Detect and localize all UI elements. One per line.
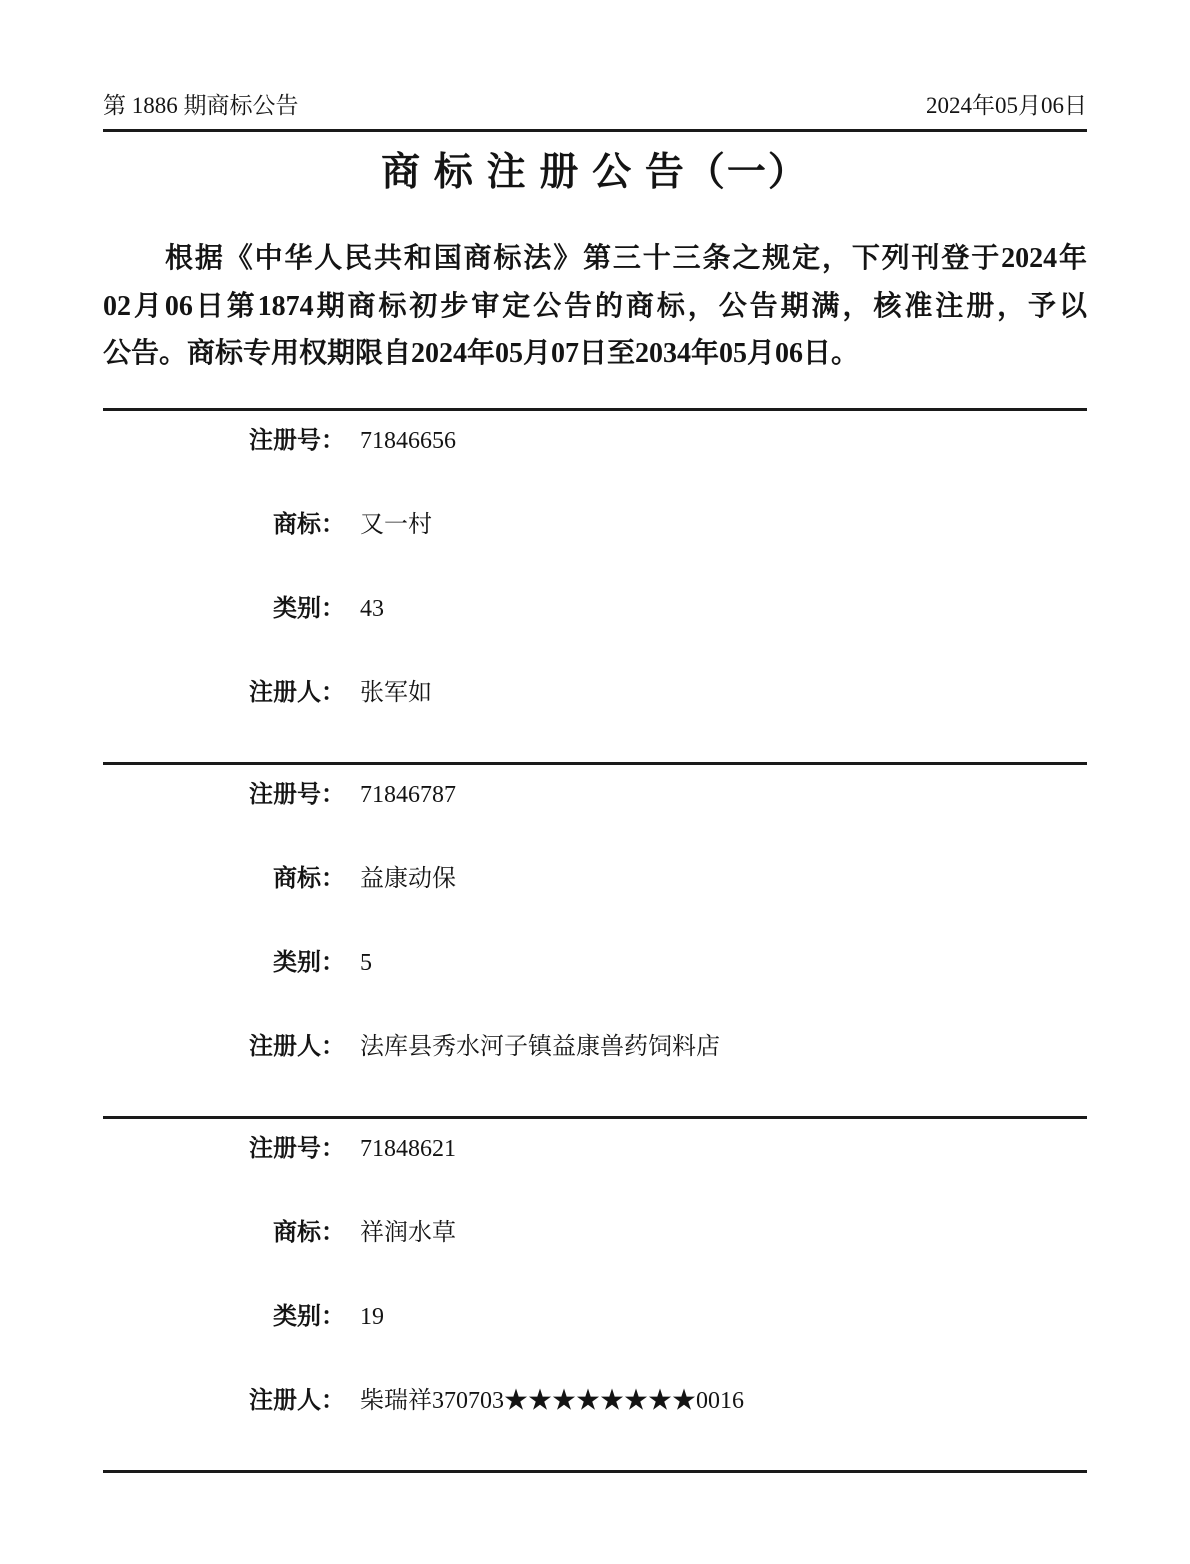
- bottom-divider: [103, 1470, 1087, 1473]
- field-row-category: [103, 948, 1087, 1032]
- header-issue-label: 第 1886 期商标公告: [103, 93, 299, 118]
- trademark-label: 商标：: [273, 865, 345, 892]
- reg-number-value: 71848621: [360, 1135, 456, 1162]
- page-header: [103, 92, 1087, 120]
- intro-line: 公告。商标专用权期限自2024年05月07日至2034年05月06日。: [103, 338, 860, 369]
- category-label: 类别：: [273, 595, 345, 622]
- field-row-reg-number: [103, 1134, 1087, 1218]
- field-row-category: [103, 1302, 1087, 1386]
- registrant-value: 法库县秀水河子镇益康兽药饲料店: [360, 1033, 720, 1060]
- reg-number-value: 71846656: [360, 427, 456, 454]
- field-row-reg-number: [103, 426, 1087, 510]
- field-row-registrant: [103, 1032, 1087, 1116]
- trademark-value: 又一村: [360, 511, 432, 538]
- reg-number-label: 注册号：: [249, 781, 345, 808]
- registrant-label: 注册人：: [249, 1387, 345, 1414]
- intro-line: 02月06日第1874期商标初步审定公告的商标，公告期满，核准注册，予以: [103, 290, 1087, 322]
- intro-paragraph: [103, 235, 1087, 378]
- field-row-category: [103, 594, 1087, 678]
- record-section: [103, 1116, 1087, 1470]
- registrant-label: 注册人：: [249, 679, 345, 706]
- trademark-value: 祥润水草: [360, 1219, 456, 1246]
- field-row-reg-number: [103, 780, 1087, 864]
- record-section: [103, 408, 1087, 762]
- category-label: 类别：: [273, 1303, 345, 1330]
- field-row-registrant: [103, 1386, 1087, 1470]
- trademark-label: 商标：: [273, 1219, 345, 1246]
- reg-number-label: 注册号：: [249, 1135, 345, 1162]
- trademark-value: 益康动保: [360, 865, 456, 892]
- intro-line: 根据《中华人民共和国商标法》第三十三条之规定，下列刊登于2024年: [165, 243, 1087, 274]
- gazette-page: [103, 0, 1087, 1473]
- trademark-label: 商标：: [273, 511, 345, 538]
- registrant-value: 柴瑞祥370703★★★★★★★★0016: [360, 1387, 744, 1414]
- category-value: 43: [360, 595, 384, 622]
- header-date-label: 2024年05月06日: [926, 93, 1087, 118]
- record-list: [103, 408, 1087, 1473]
- field-row-trademark: [103, 510, 1087, 594]
- field-row-trademark: [103, 864, 1087, 948]
- field-row-trademark: [103, 1218, 1087, 1302]
- category-value: 5: [360, 949, 372, 976]
- category-label: 类别：: [273, 949, 345, 976]
- category-value: 19: [360, 1303, 384, 1330]
- header-divider: [103, 129, 1087, 132]
- reg-number-value: 71846787: [360, 781, 456, 808]
- reg-number-label: 注册号：: [249, 427, 345, 454]
- field-row-registrant: [103, 678, 1087, 762]
- registrant-label: 注册人：: [249, 1033, 345, 1060]
- page-title: 商 标 注 册 公 告（一）: [381, 151, 809, 194]
- record-section: [103, 762, 1087, 1116]
- registrant-value: 张军如: [360, 679, 432, 706]
